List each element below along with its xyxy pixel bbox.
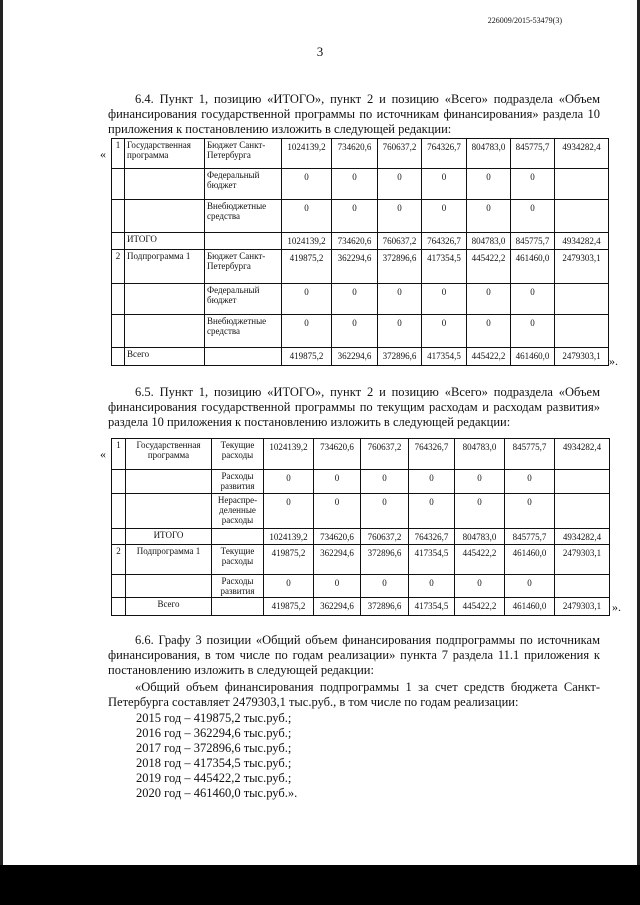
- value-cell: 362294,6: [314, 598, 361, 616]
- value-cell: 362294,6: [332, 348, 378, 366]
- value-cell: 0: [422, 200, 467, 233]
- source-cell: Бюджет Санкт-Петербурга: [205, 139, 282, 169]
- year-line: 2018 год – 417354,5 тыс.руб.;: [136, 756, 292, 770]
- value-cell: 0: [332, 284, 378, 315]
- year-line: 2019 год – 445422,2 тыс.руб.;: [136, 771, 292, 785]
- source-cell: Нераспре-деленные расходы: [212, 494, 264, 529]
- value-cell: 734620,6: [332, 233, 378, 250]
- value-cell: 0: [467, 315, 511, 348]
- value-cell: 0: [409, 470, 455, 494]
- value-cell: 417354,5: [409, 598, 455, 616]
- program-name-cell: Подпрограмма 1: [125, 250, 205, 284]
- row-number-cell: [112, 200, 125, 233]
- value-cell: 0: [467, 284, 511, 315]
- value-cell: 764326,7: [409, 529, 455, 545]
- row-number-cell: [112, 494, 126, 529]
- value-cell: 0: [505, 575, 555, 598]
- value-cell: 417354,5: [409, 545, 455, 575]
- value-cell: 2479303,1: [555, 348, 609, 366]
- value-cell: 1024139,2: [282, 139, 332, 169]
- table-row: [112, 439, 610, 470]
- year-line: 2020 год – 461460,0 тыс.руб.».: [136, 786, 298, 800]
- table-1-open-quote: «: [100, 147, 106, 161]
- table-row: [112, 169, 609, 200]
- value-cell: 760637,2: [361, 529, 409, 545]
- source-cell: Внебюджетные средства: [205, 200, 282, 233]
- table-row: [112, 494, 610, 529]
- year-line: 2016 год – 362294,6 тыс.руб.;: [136, 726, 292, 740]
- value-cell: 4934282,4: [555, 439, 610, 470]
- scan-bottom-border: [0, 865, 640, 905]
- row-number-cell: [112, 598, 126, 616]
- value-cell: 764326,7: [422, 139, 467, 169]
- section-6-6-text: 6.6. Графу 3 позиции «Общий объем финансирования подпрограммы по источникам финансирования, в том числе по годам реализации» пункта 7 раздела 11.1 приложения к постановлению изложить в следующей редакции:: [108, 633, 600, 677]
- value-cell: 372896,6: [378, 348, 422, 366]
- value-cell: 1024139,2: [282, 233, 332, 250]
- table-row: [112, 545, 610, 575]
- value-cell: 419875,2: [264, 598, 314, 616]
- program-name-cell: Всего: [126, 598, 212, 616]
- source-cell: Расходы развития: [212, 470, 264, 494]
- value-cell: 0: [409, 494, 455, 529]
- value-cell: 804783,0: [455, 529, 505, 545]
- table-row: [112, 598, 610, 616]
- program-name-cell: [126, 494, 212, 529]
- value-cell: 362294,6: [332, 250, 378, 284]
- value-cell: 0: [505, 494, 555, 529]
- year-line: 2015 год – 419875,2 тыс.руб.;: [136, 711, 292, 725]
- source-cell: Текущие расходы: [212, 439, 264, 470]
- value-cell: [555, 494, 610, 529]
- source-cell: Внебюджетные средства: [205, 315, 282, 348]
- table-1-close-quote: ».: [609, 354, 618, 368]
- table-row: [112, 315, 609, 348]
- program-name-cell: [126, 575, 212, 598]
- value-cell: 845775,7: [505, 529, 555, 545]
- table-row: [112, 470, 610, 494]
- table-row: [112, 233, 609, 250]
- section-6-5-text: 6.5. Пункт 1, позицию «ИТОГО», пункт 2 и позицию «Всего» подраздела «Объем финансирования государственной программы по текущим расходам и расходам развития» раздела 10 приложения к постановлению изложить в следующей редакции:: [108, 385, 600, 429]
- program-name-cell: [125, 284, 205, 315]
- row-number-cell: [112, 575, 126, 598]
- value-cell: 417354,5: [422, 348, 467, 366]
- value-cell: 0: [282, 169, 332, 200]
- row-number-cell: [112, 529, 126, 545]
- program-name-cell: [125, 169, 205, 200]
- value-cell: [555, 575, 610, 598]
- value-cell: 0: [264, 494, 314, 529]
- value-cell: 4934282,4: [555, 139, 609, 169]
- value-cell: 764326,7: [422, 233, 467, 250]
- source-cell: Федеральный бюджет: [205, 169, 282, 200]
- row-number-cell: 2: [112, 250, 125, 284]
- table-row: [112, 575, 610, 598]
- value-cell: 0: [282, 284, 332, 315]
- value-cell: 0: [378, 169, 422, 200]
- funding-by-expense-type-table: [111, 438, 610, 616]
- value-cell: 0: [511, 200, 555, 233]
- value-cell: [555, 284, 609, 315]
- value-cell: 0: [511, 315, 555, 348]
- table-row: [112, 200, 609, 233]
- value-cell: 845775,7: [505, 439, 555, 470]
- value-cell: 0: [467, 169, 511, 200]
- value-cell: 362294,6: [314, 545, 361, 575]
- value-cell: 0: [422, 284, 467, 315]
- value-cell: 0: [511, 284, 555, 315]
- value-cell: 0: [332, 169, 378, 200]
- row-number-cell: [112, 315, 125, 348]
- value-cell: 372896,6: [378, 250, 422, 284]
- value-cell: 0: [314, 470, 361, 494]
- value-cell: 0: [361, 494, 409, 529]
- value-cell: 0: [361, 575, 409, 598]
- value-cell: 445422,2: [467, 348, 511, 366]
- value-cell: 2479303,1: [555, 598, 610, 616]
- value-cell: 0: [455, 470, 505, 494]
- value-cell: [555, 315, 609, 348]
- table-row: [112, 139, 609, 169]
- value-cell: 0: [332, 200, 378, 233]
- value-cell: 760637,2: [378, 139, 422, 169]
- value-cell: 419875,2: [282, 250, 332, 284]
- value-cell: 0: [314, 494, 361, 529]
- source-cell: [212, 529, 264, 545]
- document-id: 226009/2015-53479(3): [487, 16, 562, 25]
- value-cell: 0: [378, 284, 422, 315]
- value-cell: 4934282,4: [555, 233, 609, 250]
- program-name-cell: Государственная программа: [125, 139, 205, 169]
- program-name-cell: ИТОГО: [126, 529, 212, 545]
- source-cell: [212, 598, 264, 616]
- value-cell: 0: [409, 575, 455, 598]
- value-cell: 0: [314, 575, 361, 598]
- program-name-cell: [125, 315, 205, 348]
- row-number-cell: [112, 233, 125, 250]
- value-cell: 372896,6: [361, 545, 409, 575]
- value-cell: 445422,2: [467, 250, 511, 284]
- value-cell: 461460,0: [505, 598, 555, 616]
- value-cell: 0: [467, 200, 511, 233]
- value-cell: 0: [282, 315, 332, 348]
- value-cell: 461460,0: [505, 545, 555, 575]
- row-number-cell: [112, 284, 125, 315]
- program-name-cell: Подпрограмма 1: [126, 545, 212, 575]
- source-cell: Расходы развития: [212, 575, 264, 598]
- row-number-cell: [112, 348, 125, 366]
- value-cell: [555, 169, 609, 200]
- value-cell: 804783,0: [467, 233, 511, 250]
- value-cell: 760637,2: [361, 439, 409, 470]
- value-cell: 804783,0: [467, 139, 511, 169]
- value-cell: 445422,2: [455, 545, 505, 575]
- value-cell: 0: [378, 200, 422, 233]
- value-cell: 461460,0: [511, 250, 555, 284]
- value-cell: 2479303,1: [555, 545, 610, 575]
- program-name-cell: Государственная программа: [126, 439, 212, 470]
- year-line: 2017 год – 372896,6 тыс.руб.;: [136, 741, 292, 755]
- value-cell: 0: [264, 575, 314, 598]
- program-name-cell: ИТОГО: [125, 233, 205, 250]
- page-number: 3: [316, 44, 324, 59]
- row-number-cell: 2: [112, 545, 126, 575]
- value-cell: 417354,5: [422, 250, 467, 284]
- value-cell: 804783,0: [455, 439, 505, 470]
- value-cell: 0: [422, 169, 467, 200]
- row-number-cell: [112, 169, 125, 200]
- row-number-cell: [112, 470, 126, 494]
- value-cell: 734620,6: [332, 139, 378, 169]
- value-cell: 2479303,1: [555, 250, 609, 284]
- value-cell: 0: [511, 169, 555, 200]
- row-number-cell: 1: [112, 439, 126, 470]
- table-row: [112, 348, 609, 366]
- value-cell: 419875,2: [264, 545, 314, 575]
- funding-by-source-table: [111, 138, 609, 366]
- value-cell: 0: [422, 315, 467, 348]
- value-cell: 0: [378, 315, 422, 348]
- value-cell: 0: [455, 494, 505, 529]
- value-cell: 760637,2: [378, 233, 422, 250]
- value-cell: 734620,6: [314, 439, 361, 470]
- value-cell: 0: [282, 200, 332, 233]
- row-number-cell: 1: [112, 139, 125, 169]
- value-cell: 4934282,4: [555, 529, 610, 545]
- program-name-cell: [125, 200, 205, 233]
- table-2-open-quote: «: [100, 447, 106, 461]
- value-cell: 0: [361, 470, 409, 494]
- section-6-4-text: 6.4. Пункт 1, позицию «ИТОГО», пункт 2 и позицию «Всего» подраздела «Объем финансирования государственной программы по источникам финансирования» раздела 10 приложения к постановлению изложить в следующей редакции:: [108, 92, 600, 136]
- table-row: [112, 250, 609, 284]
- source-cell: [205, 348, 282, 366]
- value-cell: [555, 200, 609, 233]
- table-2-close-quote: ».: [612, 600, 621, 614]
- source-cell: Федеральный бюджет: [205, 284, 282, 315]
- table-row: [112, 284, 609, 315]
- value-cell: 0: [332, 315, 378, 348]
- value-cell: 461460,0: [511, 348, 555, 366]
- value-cell: 764326,7: [409, 439, 455, 470]
- value-cell: 372896,6: [361, 598, 409, 616]
- value-cell: 419875,2: [282, 348, 332, 366]
- source-cell: Текущие расходы: [212, 545, 264, 575]
- scan-left-edge: [0, 0, 3, 905]
- section-6-6-quote: «Общий объем финансирования подпрограммы 1 за счет средств бюджета Санкт-Петербурга составляет 2479303,1 тыс.руб., в том числе по годам реализации:: [108, 680, 600, 709]
- program-name-cell: [126, 470, 212, 494]
- value-cell: 0: [264, 470, 314, 494]
- value-cell: 0: [505, 470, 555, 494]
- value-cell: 1024139,2: [264, 529, 314, 545]
- source-cell: Бюджет Санкт-Петербурга: [205, 250, 282, 284]
- value-cell: 1024139,2: [264, 439, 314, 470]
- program-name-cell: Всего: [125, 348, 205, 366]
- value-cell: 845775,7: [511, 233, 555, 250]
- value-cell: 445422,2: [455, 598, 505, 616]
- value-cell: [555, 470, 610, 494]
- value-cell: 734620,6: [314, 529, 361, 545]
- value-cell: 0: [455, 575, 505, 598]
- source-cell: [205, 233, 282, 250]
- table-row: [112, 529, 610, 545]
- value-cell: 845775,7: [511, 139, 555, 169]
